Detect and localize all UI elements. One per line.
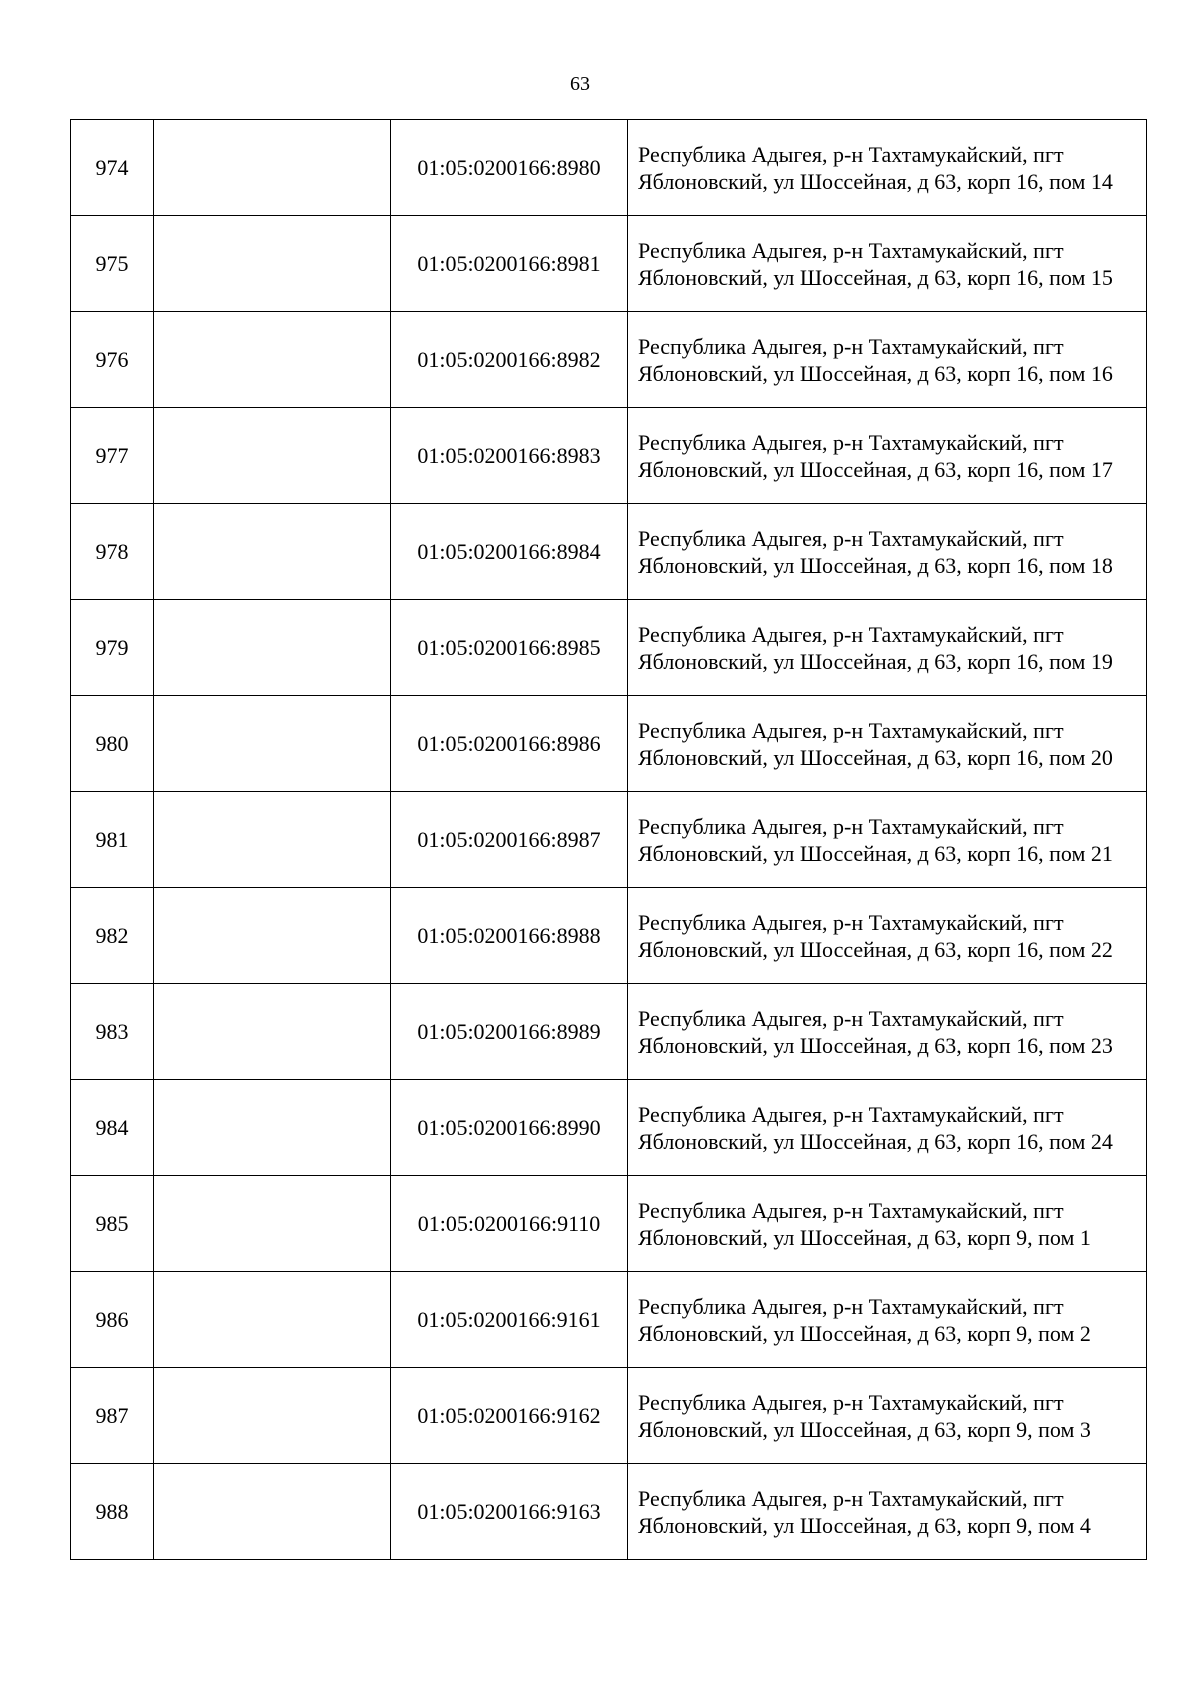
table-row [71,984,1147,1080]
owner-cell [154,504,391,600]
table-row [71,312,1147,408]
address: Республика Адыгея, р-н Тахтамукайский, пгт Яблоновский, ул Шоссейная, д 63, корп 16, пом 19 [628,600,1147,696]
address: Республика Адыгея, р-н Тахтамукайский, пгт Яблоновский, ул Шоссейная, д 63, корп 9, пом 4 [628,1464,1147,1560]
cadastral-number: 01:05:0200166:8982 [391,312,628,408]
page-number: 63 [570,73,590,95]
cadastral-number: 01:05:0200166:9110 [391,1176,628,1272]
row-number: 984 [71,1080,154,1176]
owner-cell [154,1176,391,1272]
row-number: 983 [71,984,154,1080]
cadastral-number: 01:05:0200166:8986 [391,696,628,792]
row-number: 977 [71,408,154,504]
table-row [71,1080,1147,1176]
row-number: 976 [71,312,154,408]
table-row [71,792,1147,888]
table-row [71,1176,1147,1272]
cadastral-number: 01:05:0200166:8990 [391,1080,628,1176]
address: Республика Адыгея, р-н Тахтамукайский, пгт Яблоновский, ул Шоссейная, д 63, корп 9, пом 2 [628,1272,1147,1368]
cadastral-number: 01:05:0200166:8984 [391,504,628,600]
cadastral-number: 01:05:0200166:8989 [391,984,628,1080]
cadastral-number: 01:05:0200166:8985 [391,600,628,696]
cadastral-number: 01:05:0200166:8980 [391,120,628,216]
row-number: 980 [71,696,154,792]
owner-cell [154,1080,391,1176]
row-number: 986 [71,1272,154,1368]
owner-cell [154,1464,391,1560]
owner-cell [154,1368,391,1464]
row-number: 988 [71,1464,154,1560]
address: Республика Адыгея, р-н Тахтамукайский, пгт Яблоновский, ул Шоссейная, д 63, корп 16, пом 24 [628,1080,1147,1176]
address: Республика Адыгея, р-н Тахтамукайский, пгт Яблоновский, ул Шоссейная, д 63, корп 16, пом 18 [628,504,1147,600]
table-row [71,216,1147,312]
row-number: 974 [71,120,154,216]
cadastral-number: 01:05:0200166:8987 [391,792,628,888]
row-number: 979 [71,600,154,696]
row-number: 975 [71,216,154,312]
owner-cell [154,408,391,504]
table-row [71,696,1147,792]
row-number: 985 [71,1176,154,1272]
address: Республика Адыгея, р-н Тахтамукайский, пгт Яблоновский, ул Шоссейная, д 63, корп 16, пом 20 [628,696,1147,792]
address: Республика Адыгея, р-н Тахтамукайский, пгт Яблоновский, ул Шоссейная, д 63, корп 16, пом 21 [628,792,1147,888]
property-table [70,119,1147,1560]
address: Республика Адыгея, р-н Тахтамукайский, пгт Яблоновский, ул Шоссейная, д 63, корп 16, пом 16 [628,312,1147,408]
owner-cell [154,888,391,984]
owner-cell [154,216,391,312]
address: Республика Адыгея, р-н Тахтамукайский, пгт Яблоновский, ул Шоссейная, д 63, корп 9, пом 1 [628,1176,1147,1272]
row-number: 982 [71,888,154,984]
cadastral-number: 01:05:0200166:9162 [391,1368,628,1464]
cadastral-number: 01:05:0200166:9163 [391,1464,628,1560]
table-row [71,120,1147,216]
table-row [71,1464,1147,1560]
table-row [71,1272,1147,1368]
row-number: 978 [71,504,154,600]
owner-cell [154,120,391,216]
owner-cell [154,1272,391,1368]
address: Республика Адыгея, р-н Тахтамукайский, пгт Яблоновский, ул Шоссейная, д 63, корп 9, пом 3 [628,1368,1147,1464]
address: Республика Адыгея, р-н Тахтамукайский, пгт Яблоновский, ул Шоссейная, д 63, корп 16, пом 15 [628,216,1147,312]
row-number: 987 [71,1368,154,1464]
cadastral-number: 01:05:0200166:9161 [391,1272,628,1368]
table-row [71,888,1147,984]
owner-cell [154,984,391,1080]
table-row [71,1368,1147,1464]
table-row [71,600,1147,696]
owner-cell [154,600,391,696]
owner-cell [154,312,391,408]
owner-cell [154,696,391,792]
property-table-body [71,120,1147,1560]
table-row [71,408,1147,504]
address: Республика Адыгея, р-н Тахтамукайский, пгт Яблоновский, ул Шоссейная, д 63, корп 16, пом 14 [628,120,1147,216]
address: Республика Адыгея, р-н Тахтамукайский, пгт Яблоновский, ул Шоссейная, д 63, корп 16, пом 17 [628,408,1147,504]
cadastral-number: 01:05:0200166:8983 [391,408,628,504]
address: Республика Адыгея, р-н Тахтамукайский, пгт Яблоновский, ул Шоссейная, д 63, корп 16, пом 23 [628,984,1147,1080]
address: Республика Адыгея, р-н Тахтамукайский, пгт Яблоновский, ул Шоссейная, д 63, корп 16, пом 22 [628,888,1147,984]
row-number: 981 [71,792,154,888]
owner-cell [154,792,391,888]
cadastral-number: 01:05:0200166:8988 [391,888,628,984]
table-row [71,504,1147,600]
cadastral-number: 01:05:0200166:8981 [391,216,628,312]
